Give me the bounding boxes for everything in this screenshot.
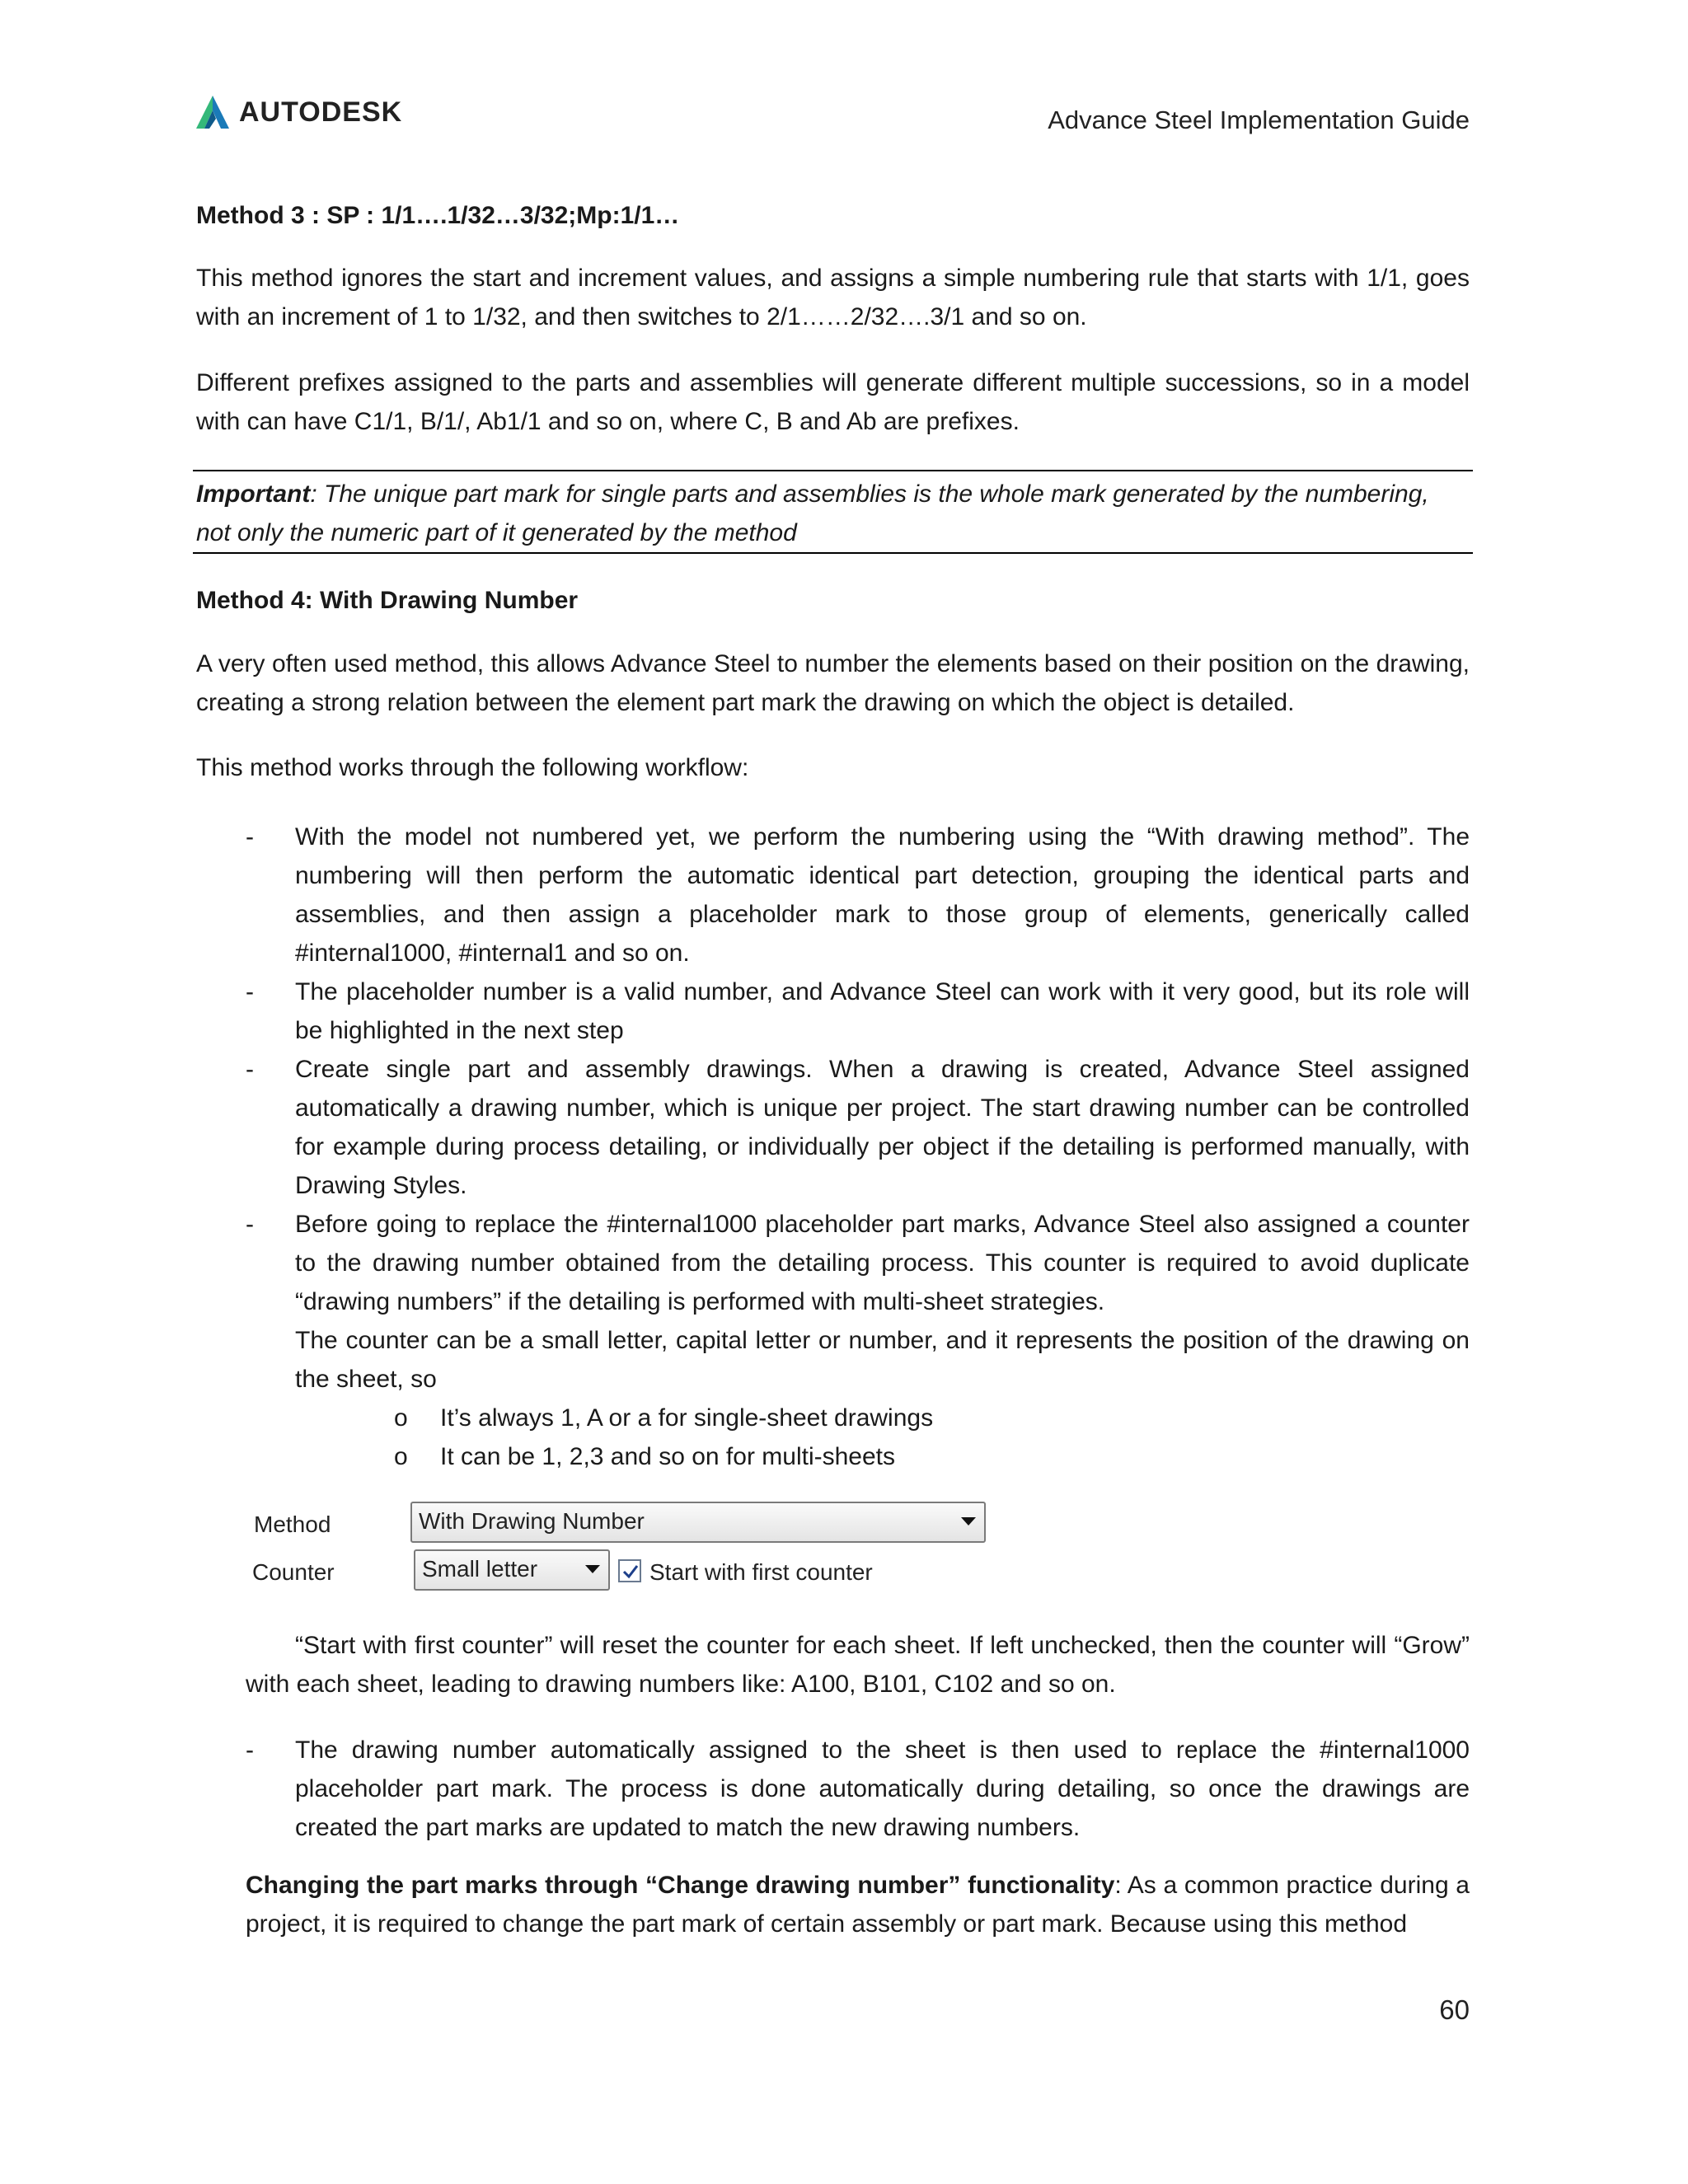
start-with-first-counter-checkbox[interactable] xyxy=(618,1559,641,1582)
change-heading: Changing the part marks through “Change drawing number” functionality xyxy=(246,1872,1115,1899)
method4-paragraph-1: A very often used method, this allows Advance Steel to number the elements based on their position on the drawing, creating a strong relation between the element part mark the drawing on which the object is detailed. xyxy=(196,650,1470,716)
counter-sublist xyxy=(196,1399,1470,1476)
change-drawing-number-paragraph xyxy=(246,1866,1470,1943)
autodesk-logo xyxy=(195,94,402,130)
method4-paragraph-2: This method works through the following workflow: xyxy=(196,754,749,781)
document-title: Advance Steel Implementation Guide xyxy=(1048,105,1470,134)
autodesk-logo-icon xyxy=(195,94,231,130)
important-text: : The unique part mark for single parts and assemblies is the whole mark generated by the numbering, not only the numeric part of it generated by the method xyxy=(196,480,1429,546)
workflow-list xyxy=(196,818,1470,1476)
counter-label: Counter xyxy=(252,1559,335,1585)
list-item: - Create single part and assembly drawings. When a drawing is created, Advance Steel assigned automatically a drawing number, which is unique per project. The start drawing number can be controlled for example during process detailing, or individually per object if the detailing is performed manually, with Drawing Styles. xyxy=(196,1050,1470,1205)
counter-paragraph: The counter can be a small letter, capital letter or number, and it represents the position of the drawing on the sheet, so xyxy=(295,1327,1470,1393)
change-text: : As a common practice during a project, it is required to change the part mark of certain assembly or part mark. Because using this method xyxy=(246,1872,1470,1938)
start-counter-paragraph: “Start with first counter” will reset the counter for each sheet. If left unchecked, then the counter will “Grow” with each sheet, leading to drawing numbers like: A100, B101, C102 and so on. xyxy=(246,1632,1470,1698)
important-label: Important xyxy=(196,480,311,508)
chevron-down-icon xyxy=(961,1517,976,1526)
list-item: o It can be 1, 2,3 and so on for multi-sheets xyxy=(394,1437,1470,1476)
method-label: Method xyxy=(254,1511,331,1537)
logo-text: AUTODESK xyxy=(239,96,403,128)
sub-bullet-marker: o xyxy=(394,1404,408,1432)
sub-bullet-marker: o xyxy=(394,1443,408,1470)
bullet-dash: - xyxy=(246,1056,254,1083)
numbering-dialog xyxy=(247,1500,989,1607)
list-item: o It’s always 1, A or a for single-sheet drawings xyxy=(394,1399,1470,1437)
list-item: - The drawing number automatically assigned to the sheet is then used to replace the #internal1000 placeholder part mark. The process is done automatically during detailing, so once the drawings are created the part marks are updated to match the new drawing numbers. xyxy=(196,1731,1470,1847)
checkmark-icon xyxy=(621,1562,640,1582)
counter-select-value: Small letter xyxy=(422,1556,538,1582)
bullet-dash: - xyxy=(246,1211,254,1238)
chevron-down-icon xyxy=(585,1565,600,1573)
bullet-dash: - xyxy=(246,978,254,1005)
page-number: 60 xyxy=(1439,1994,1470,2025)
important-note xyxy=(193,470,1473,554)
bullet-dash: - xyxy=(246,1736,254,1764)
method-select[interactable] xyxy=(410,1502,986,1543)
list-item: - Before going to replace the #internal1000 placeholder part marks, Advance Steel also assigned a counter to the drawing number obtained from the detailing process. This counter is required to avoid duplicate “drawing numbers” if the detailing is performed with multi-sheet strategies. xyxy=(196,1205,1470,1321)
counter-select[interactable] xyxy=(414,1549,610,1591)
list-item: - With the model not numbered yet, we perform the numbering using the “With drawing method”. The numbering will then perform the automatic identical part detection, grouping the identical parts and assemblies, and then assign a placeholder mark to those group of elements, generically called #internal1000, #internal1 and so on. xyxy=(196,818,1470,972)
list-item: - The placeholder number is a valid number, and Advance Steel can work with it very good, but its role will be highlighted in the next step xyxy=(196,972,1470,1050)
bullet-dash: - xyxy=(246,823,254,851)
method4-heading: Method 4: With Drawing Number xyxy=(196,587,579,614)
method3-paragraph-2: Different prefixes assigned to the parts and assemblies will generate different multiple successions, so in a model with can have C1/1, B/1/, Ab1/1 and so on, where C, B and Ab are prefixes. xyxy=(196,369,1470,435)
checkbox-label: Start with first counter xyxy=(649,1559,873,1585)
method-select-value: With Drawing Number xyxy=(419,1508,645,1534)
method3-paragraph-1: This method ignores the start and increment values, and assigns a simple numbering rule that starts with 1/1, goes with an increment of 1 to 1/32, and then switches to 2/1……2/32….3/1 and so on. xyxy=(196,265,1470,330)
method3-heading: Method 3 : SP : 1/1….1/32…3/32;Mp:1/1… xyxy=(196,202,680,229)
drawing-number-bullet xyxy=(196,1731,1470,1847)
